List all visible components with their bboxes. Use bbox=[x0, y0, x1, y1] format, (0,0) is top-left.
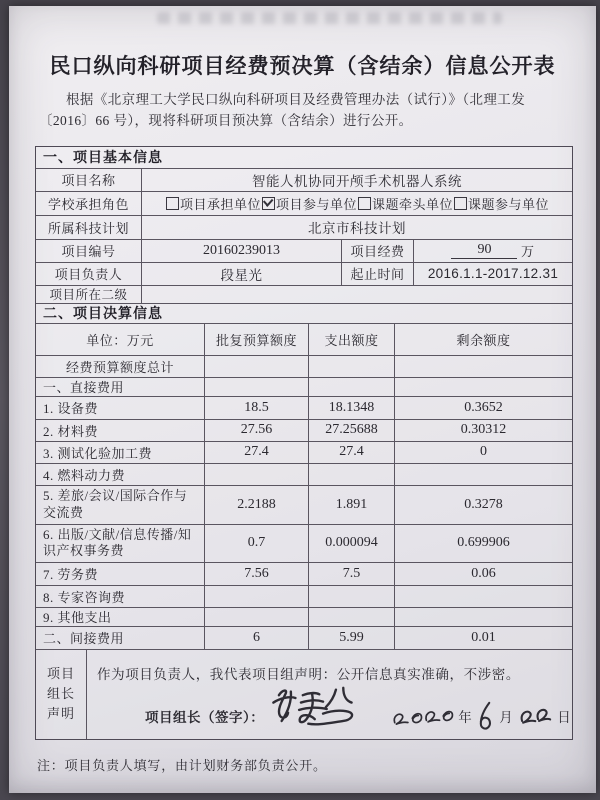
project-code-label: 项目编号 bbox=[61, 244, 116, 260]
budget-row-label: 6. 出版/文献/信息传播/知识产权事务费 bbox=[43, 526, 192, 559]
table-row bbox=[36, 420, 572, 442]
budget-cell bbox=[204, 608, 308, 626]
program-value: 北京市科技计划 bbox=[141, 216, 572, 239]
spent-cell: 18.1348 bbox=[308, 397, 394, 419]
checkbox-unchecked-icon bbox=[358, 197, 371, 210]
funding-value bbox=[413, 240, 572, 262]
project-name-label: 项目名称 bbox=[61, 173, 116, 189]
col-remain-header: 剩余额度 bbox=[394, 324, 572, 355]
remain-cell bbox=[394, 586, 572, 607]
table-row bbox=[36, 627, 572, 650]
program-label: 所属科技计划 bbox=[47, 220, 129, 236]
table-row bbox=[36, 464, 572, 486]
spent-cell bbox=[308, 608, 394, 626]
signature-scribble-icon bbox=[266, 683, 358, 735]
table-row bbox=[36, 563, 572, 586]
spent-cell: 1.891 bbox=[308, 486, 394, 524]
spent-cell: 27.4 bbox=[308, 442, 394, 463]
row-leader bbox=[36, 263, 572, 286]
secondary-unit-label: 项目所在二级 bbox=[49, 288, 128, 303]
remain-cell: 0 bbox=[394, 442, 572, 463]
section-basic-info-title: 一、项目基本信息 bbox=[43, 149, 163, 166]
table-row bbox=[36, 608, 572, 627]
row-program bbox=[36, 216, 572, 240]
school-role-label: 学校承担角色 bbox=[47, 196, 129, 212]
budget-row-label: 4. 燃料动力费 bbox=[43, 467, 126, 483]
paper-sheet bbox=[9, 6, 596, 793]
remain-cell bbox=[394, 378, 572, 396]
remain-cell bbox=[394, 608, 572, 626]
role-option-label: 项目参与单位 bbox=[275, 196, 357, 212]
funding-unit: 万 bbox=[520, 244, 535, 260]
table-row bbox=[36, 356, 572, 378]
checkbox-unchecked-icon bbox=[454, 197, 467, 210]
checkbox-checked-icon bbox=[262, 197, 275, 210]
project-name-value: 智能人机协同开颅手术机器人系统 bbox=[141, 169, 572, 191]
declaration-body bbox=[86, 650, 572, 739]
budget-cell: 27.4 bbox=[204, 442, 308, 463]
spent-cell: 7.5 bbox=[308, 563, 394, 585]
budget-row-label: 1. 设备费 bbox=[43, 401, 99, 417]
budget-cell: 18.5 bbox=[204, 397, 308, 419]
declaration-row bbox=[36, 650, 572, 739]
budget-cell bbox=[204, 378, 308, 396]
funding-amount: 90 bbox=[451, 242, 517, 258]
table-row bbox=[36, 525, 572, 563]
budget-row-label: 2. 材料费 bbox=[43, 423, 99, 439]
table-row bbox=[36, 442, 572, 464]
remain-cell: 0.30312 bbox=[394, 420, 572, 441]
page-title: 民口纵向科研项目经费预决算（含结余）信息公开表 bbox=[49, 54, 556, 78]
spent-cell bbox=[308, 586, 394, 607]
secondary-unit-value bbox=[141, 286, 572, 303]
budget-row-label: 9. 其他支出 bbox=[43, 610, 112, 626]
signature-date bbox=[392, 701, 571, 731]
remain-cell: 0.699906 bbox=[394, 525, 572, 562]
leader-label: 项目负责人 bbox=[54, 267, 123, 283]
spent-cell: 27.25688 bbox=[308, 420, 394, 441]
footnote: 注：项目负责人填写，由计划财务部负责公开。 bbox=[37, 757, 327, 773]
handwritten-day-22 bbox=[519, 704, 552, 727]
budget-row-label: 一、直接费用 bbox=[43, 380, 125, 396]
school-role-options bbox=[141, 192, 572, 215]
budget-cell: 0.7 bbox=[204, 525, 308, 562]
row-project-code bbox=[36, 240, 572, 263]
duration-label: 起止时间 bbox=[341, 263, 413, 285]
role-option-label: 课题参与单位 bbox=[468, 196, 550, 212]
spent-cell bbox=[308, 464, 394, 485]
year-char: 年 bbox=[458, 709, 473, 725]
sign-label: 项目组长（签字）： bbox=[145, 709, 265, 725]
duration-value: 2016.1.1-2017.12.31 bbox=[413, 263, 572, 285]
project-code-value: 20160239013 bbox=[141, 240, 341, 262]
spent-cell: 5.99 bbox=[308, 627, 394, 649]
budget-cell: 7.56 bbox=[204, 563, 308, 585]
settlement-header-row bbox=[36, 324, 572, 356]
row-project-name bbox=[36, 169, 572, 192]
budget-cell bbox=[204, 356, 308, 377]
budget-cell: 2.2188 bbox=[204, 486, 308, 524]
role-option-label: 项目承担单位 bbox=[179, 196, 261, 212]
spent-cell bbox=[308, 356, 394, 377]
budget-cell bbox=[204, 586, 308, 607]
table-row bbox=[36, 378, 572, 397]
spent-cell bbox=[308, 378, 394, 396]
budget-cell bbox=[204, 464, 308, 485]
remain-cell: 0.06 bbox=[394, 563, 572, 585]
col-budget-header: 批复预算额度 bbox=[204, 324, 308, 355]
unit-header: 单位：万元 bbox=[86, 332, 154, 348]
checkbox-unchecked-icon bbox=[166, 197, 179, 210]
table-row bbox=[36, 486, 572, 525]
disclosure-form-table bbox=[35, 146, 573, 740]
section-settlement-title: 二、项目决算信息 bbox=[43, 305, 163, 322]
handwritten-year-2020 bbox=[391, 701, 455, 731]
declaration-side-label: 项目 组长 声明 bbox=[46, 666, 75, 722]
declaration-statement: 作为项目负责人，我代表项目组声明：公开信息真实准确，不涉密。 bbox=[97, 666, 520, 682]
remain-cell: 0.3278 bbox=[394, 486, 572, 524]
intro-paragraph: 根据《北京理工大学民口纵向科研项目及经费管理办法（试行）》（北理工发〔2016〕66 号），现将科研项目预决算（含结余）进行公开。 bbox=[39, 92, 526, 129]
row-secondary-unit bbox=[36, 286, 572, 304]
remain-cell bbox=[394, 464, 572, 485]
remain-cell: 0.01 bbox=[394, 627, 572, 649]
remain-cell: 0.3652 bbox=[394, 397, 572, 419]
budget-row-label: 3. 测试化验加工费 bbox=[43, 445, 153, 461]
funding-label: 项目经费 bbox=[341, 240, 413, 262]
row-school-role bbox=[36, 192, 572, 216]
month-char: 月 bbox=[499, 709, 514, 725]
table-row bbox=[36, 397, 572, 420]
day-char: 日 bbox=[557, 709, 572, 725]
budget-row-label: 经费预算额度总计 bbox=[65, 359, 174, 375]
budget-row-label: 7. 劳务费 bbox=[43, 567, 99, 583]
remain-cell bbox=[394, 356, 572, 377]
page-bleed-through bbox=[157, 12, 502, 24]
budget-row-label: 5. 差旅/会议/国际合作与交流费 bbox=[43, 488, 188, 520]
budget-row-label: 8. 专家咨询费 bbox=[43, 589, 126, 605]
signature-line bbox=[145, 694, 570, 738]
budget-cell: 6 bbox=[204, 627, 308, 649]
leader-value: 段星光 bbox=[141, 263, 341, 285]
role-option-label: 课题牵头单位 bbox=[372, 196, 454, 212]
col-spent-header: 支出额度 bbox=[308, 324, 394, 355]
table-row bbox=[36, 586, 572, 608]
handwritten-month-6 bbox=[478, 701, 493, 731]
budget-row-label: 二、间接费用 bbox=[43, 631, 125, 647]
budget-cell: 27.56 bbox=[204, 420, 308, 441]
spent-cell: 0.000094 bbox=[308, 525, 394, 562]
